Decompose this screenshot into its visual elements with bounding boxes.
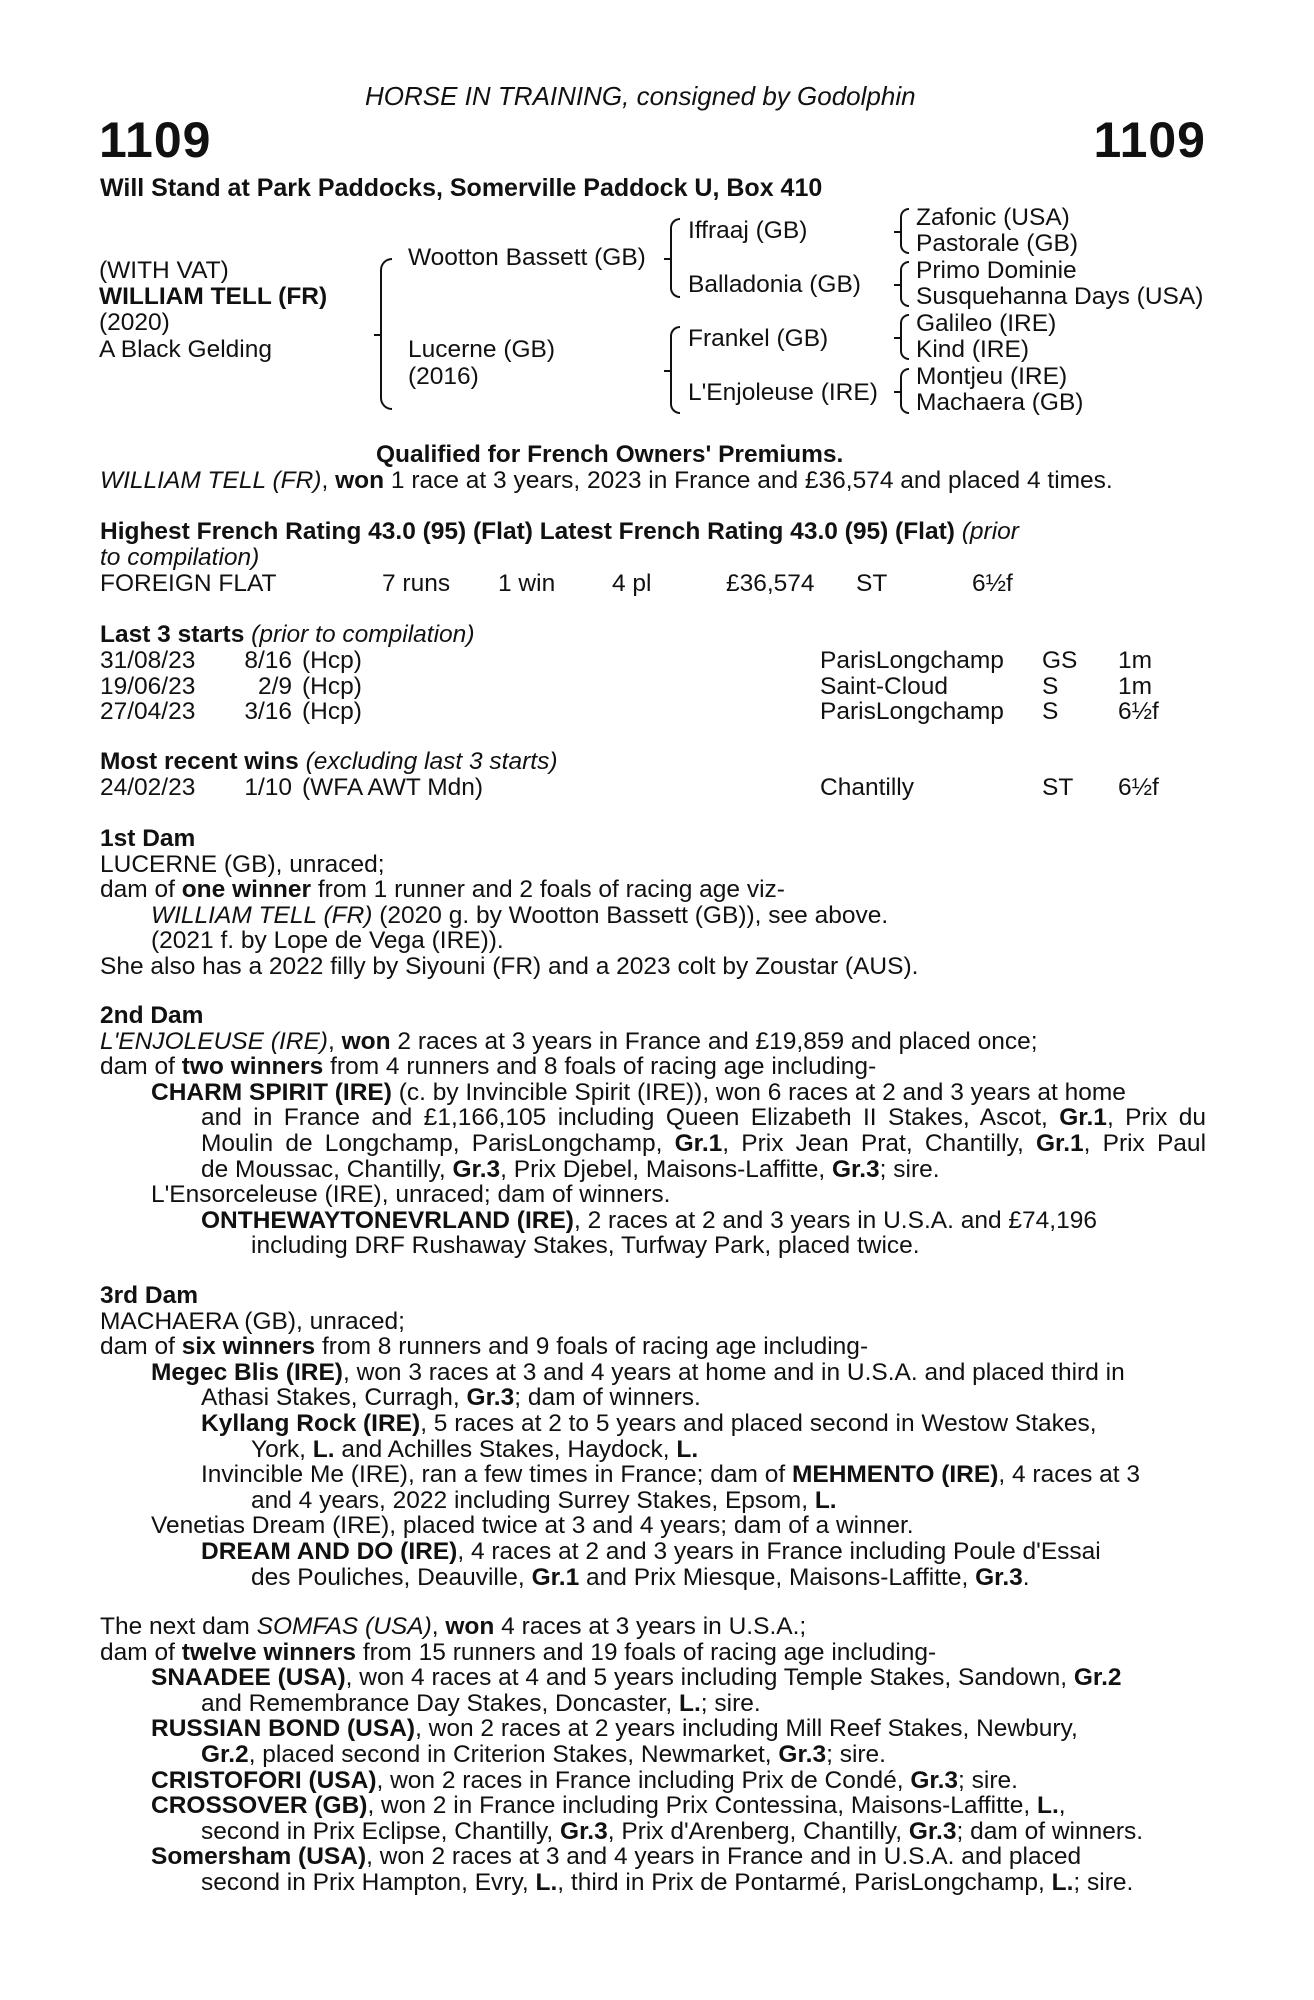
pedigree-dsd: Kind (IRE) [916, 336, 1030, 363]
pedigree-sire-sire: Iffraaj (GB) [688, 217, 808, 244]
pedigree-dss: Galileo (IRE) [916, 310, 1057, 337]
pedigree-sire: Wootton Bassett (GB) [408, 244, 646, 271]
horse-year: (2020) [99, 309, 170, 336]
cell-date: 27/04/23 [100, 698, 196, 726]
produce-crossover: CROSSOVER (GB), won 2 in France including Prix Contessina, Maisons-Laffitte, L., [151, 1792, 1066, 1820]
pedigree-sire-dam: Balladonia (GB) [688, 271, 861, 298]
pedigree-brace-sire [670, 218, 680, 298]
pedigree-brace-ds [900, 314, 909, 360]
cell-dist: 6½f [1118, 774, 1159, 801]
cell-type: (Hcp) [302, 647, 362, 674]
consignor-line: HORSE IN TRAINING, consigned by Godolphin [365, 81, 916, 111]
recent-wins-heading: Most recent wins (excluding last 3 starts) [100, 748, 558, 775]
pedigree-brace-ss [900, 208, 909, 254]
cell-going: GS [1042, 647, 1078, 674]
cell-date: 24/02/23 [100, 774, 196, 801]
third-dam-section: 3rd Dam MACHAERA (GB), unraced; dam of six winners from 8 runners and 9 foals of racing age including- Megec Blis (IRE), won 3 races at 3 and 4 years at home and in U.S.A. and placed third in Athasi Stakes, Curragh, Gr.3; dam of winners. Kyllang Rock (IRE), 5 races at 2 to 5 years and placed second in Westow Stakes, York, L. and Achilles Stakes, Haydock, L. Invincible Me (IRE), ran a few times in France; dam of MEHMENTO (IRE), 4 races at 3 and 4 years, 2022 including Surrey Stakes, Epsom, L. Venetias Dream (IRE), placed twice at 3 and 4 years; dam of a winner. DREAM AND DO (IRE), 4 races at 2 and 3 years in France including Poule d'Essai des Pouliches, Deauville, Gr.1 and Prix Miesque, Maisons-Laffitte, Gr.3. [100, 1283, 1206, 1590]
produce-dream-and-do: DREAM AND DO (IRE), 4 races at 2 and 3 years in France including Poule d'Essai [201, 1537, 1101, 1565]
cell-course: ParisLongchamp [820, 647, 1004, 674]
cell-type: (Hcp) [302, 672, 362, 700]
cell-dist: 1m [1118, 672, 1153, 700]
pedigree-dam: Lucerne (GB) [408, 336, 556, 363]
cell-date: 19/06/23 [100, 672, 196, 700]
cell-pos: 8/16 [244, 647, 292, 674]
cell-course: ParisLongchamp [820, 698, 1004, 726]
cell-pos: 3/16 [244, 698, 292, 726]
produce-cristofori: CRISTOFORI (USA), won 2 races in France including Prix de Condé, Gr.3; sire. [151, 1766, 1018, 1794]
first-dam-title: 1st Dam [100, 825, 196, 852]
stand-location: Will Stand at Park Paddocks, Somerville Paddock U, Box 410 [100, 174, 823, 202]
cell-going: S [1042, 698, 1059, 726]
ratings-note: to compilation) [100, 544, 260, 571]
produce-snaadee: SNAADEE (USA), won 4 races at 4 and 5 years including Temple Stakes, Sandown, Gr.2 [151, 1664, 1122, 1692]
pedigree-dam-sire: Frankel (GB) [688, 325, 829, 352]
pedigree-brace-sd [900, 261, 909, 307]
pedigree-dam-dam: L'Enjoleuse (IRE) [688, 379, 878, 406]
lot-number-left: 1109 [99, 112, 212, 168]
pedigree-sdd: Susquehanna Days (USA) [916, 283, 1204, 310]
horse-description: A Black Gelding [99, 336, 272, 363]
third-dam-title: 3rd Dam [100, 1282, 199, 1309]
race-summary: WILLIAM TELL (FR), won 1 race at 3 years, 2023 in France and £36,574 and placed 4 times. [100, 467, 1113, 494]
cell-going: ST [1042, 774, 1074, 801]
produce-onthewaytonevrland: ONTHEWAYTONEVRLAND (IRE), 2 races at 2 and 3 years in U.S.A. and £74,196 [201, 1206, 1097, 1234]
first-dam-section: 1st Dam LUCERNE (GB), unraced; dam of one winner from 1 runner and 2 foals of racing age viz- WILLIAM TELL (FR) (2020 g. by Wootton Bassett (GB)), see above. (2021 f. by Lope de Vega (IRE)). She also has a 2022 filly by Siyouni (FR) and a 2023 colt by Zoustar (AUS). [100, 826, 1206, 980]
pedigree-brace-dam [670, 326, 680, 414]
second-dam-title: 2nd Dam [100, 1002, 204, 1029]
cell-dist: 6½f [1118, 698, 1159, 726]
pedigree-sds: Primo Dominie [916, 257, 1077, 284]
produce-somersham: Somersham (USA), won 2 races at 3 and 4 years in France and in U.S.A. and placed [151, 1843, 1082, 1871]
pedigree-ddd: Machaera (GB) [916, 389, 1084, 416]
vat-note: (WITH VAT) [99, 257, 229, 284]
cell-type: (Hcp) [302, 698, 362, 726]
pedigree-brace-main [380, 258, 392, 410]
next-dam-section: The next dam SOMFAS (USA), won 4 races at 3 years in U.S.A.; dam of twelve winners from 15 runners and 19 foals of racing age including- SNAADEE (USA), won 4 races at 4 and 5 years including Temple Stakes, Sandown, Gr.2 and Remembrance Day Stakes, Doncaster, L.; sire. RUSSIAN BOND (USA), won 2 races at 2 years including Mill Reef Stakes, Newbury, Gr.2, placed second in Criterion Stakes, Newmarket, Gr.3; sire. CRISTOFORI (USA), won 2 races in France including Prix de Condé, Gr.3; sire. CROSSOVER (GB), won 2 in France including Prix Contessina, Maisons-Laffitte, L., second in Prix Eclipse, Chantilly, Gr.3, Prix d'Arenberg, Chantilly, Gr.3; dam of winners. Somersham (USA), won 2 races at 3 and 4 years in France and in U.S.A. and placed second in Prix Hampton, Evry, L., third in Prix de Pontarmé, ParisLongchamp, L.; sire. [100, 1614, 1206, 1896]
lot-number-right: 1109 [1093, 112, 1206, 168]
cell-going: S [1042, 672, 1059, 700]
cell-course: Saint-Cloud [820, 672, 949, 700]
pedigree-sss: Zafonic (USA) [916, 204, 1070, 231]
cell-type: (WFA AWT Mdn) [302, 774, 484, 801]
cell-course: Chantilly [820, 774, 914, 801]
produce-megec-blis: Megec Blis (IRE), won 3 races at 3 and 4 years at home and in U.S.A. and placed third in [151, 1358, 1125, 1386]
cell-pos: 2/9 [257, 672, 292, 700]
cell-dist: 1m [1118, 647, 1153, 674]
pedigree-dds: Montjeu (IRE) [916, 363, 1068, 390]
produce-russian-bond: RUSSIAN BOND (USA), won 2 races at 2 years including Mill Reef Stakes, Newbury, [151, 1715, 1078, 1743]
cell-date: 31/08/23 [100, 647, 196, 674]
pedigree-dam-year: (2016) [408, 363, 479, 390]
pedigree-brace-dd [900, 368, 909, 414]
second-dam-section: 2nd Dam L'ENJOLEUSE (IRE), won 2 races at 3 years in France and £19,859 and placed once; dam of two winners from 4 runners and 8 foals of racing age including- CHARM SPIRIT (IRE) (c. by Invincible Spirit (IRE)), won 6 races at 2 and 3 years at home and in France and £1,166,105 including Queen Elizabeth II Stakes, Ascot, Gr.1, Prix du Moulin de Longchamp, ParisLongchamp, Gr.1, Prix Jean Prat, Chantilly, Gr.1, Prix Paul de Moussac, Chantilly, Gr.3, Prix Djebel, Maisons-Laffitte, Gr.3; sire. L'Ensorceleuse (IRE), unraced; dam of winners. ONTHEWAYTONEVRLAND (IRE), 2 races at 2 and 3 years in U.S.A. and £74,196 including DRF Rushaway Stakes, Turfway Park, placed twice. [100, 1002, 1207, 1260]
horse-name: WILLIAM TELL (FR) [99, 283, 328, 310]
produce-kyllang-rock: Kyllang Rock (IRE), 5 races at 2 to 5 years and placed second in Westow Stakes, [201, 1409, 1097, 1437]
last-starts-heading: Last 3 starts (prior to compilation) [100, 621, 475, 648]
qualified-note: Qualified for French Owners' Premiums. [376, 441, 844, 468]
cell-pos: 1/10 [244, 774, 292, 801]
ratings-line: Highest French Rating 43.0 (95) (Flat) Latest French Rating 43.0 (95) (Flat) (prior [100, 518, 1019, 545]
produce-charm-spirit: CHARM SPIRIT (IRE) (c. by Invincible Spirit (IRE)), won 6 races at 2 and 3 years at home [151, 1078, 1126, 1106]
summary-horse-name: WILLIAM TELL (FR) [100, 467, 322, 494]
pedigree-ssd: Pastorale (GB) [916, 230, 1079, 257]
